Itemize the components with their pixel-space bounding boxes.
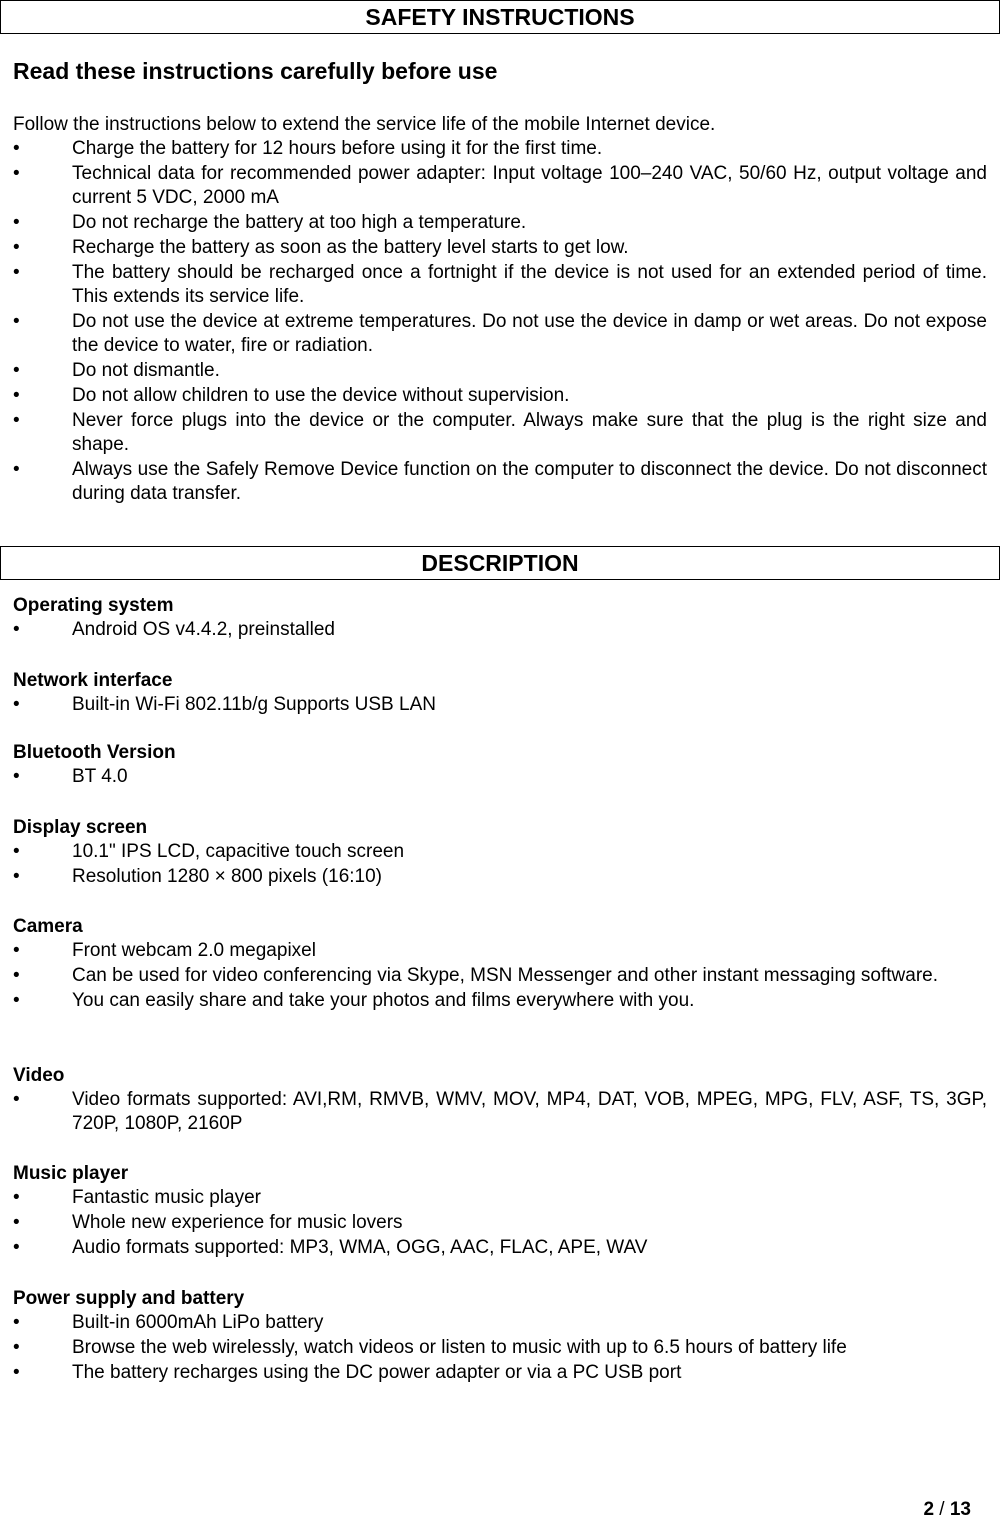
spec-list [13,1088,987,1136]
safety-instructions-banner: SAFETY INSTRUCTIONS [0,0,1000,34]
list-item-text: 10.1" IPS LCD, capacitive touch screen [72,841,405,862]
bullet-icon: • [13,385,20,406]
list-item-text: Technical data for recommended power adapter: Input voltage 100–240 VAC, 50/60 Hz, output voltage and current 5 VDC, 2000 mA [72,163,987,208]
list-item [13,359,987,383]
page-number [923,1499,971,1521]
bullet-icon: • [13,212,20,233]
page-current: 2 [923,1499,935,1520]
list-item [13,618,987,642]
list-item [13,1186,987,1210]
bullet-icon: • [13,1089,20,1110]
list-item-text: Do not dismantle. [72,360,220,381]
list-item [13,310,987,358]
bullet-icon: • [13,311,20,332]
list-item-text: Do not recharge the battery at too high a temperature. [72,212,527,233]
bullet-icon: • [13,1187,20,1208]
list-item-text: Browse the web wirelessly, watch videos or listen to music with up to 6.5 hours of battery life [72,1337,847,1358]
bullet-icon: • [13,841,20,862]
spec-section-title: Music player [13,1163,129,1184]
list-item-text: The battery recharges using the DC power adapter or via a PC USB port [72,1362,682,1383]
bullet-icon: • [13,619,20,640]
safety-list [13,137,987,507]
safety-heading: Read these instructions carefully before use [13,58,498,84]
page-total: 13 [949,1499,971,1520]
list-item [13,865,987,889]
list-item-text: BT 4.0 [72,766,128,787]
list-item [13,1311,987,1335]
list-item-text: Charge the battery for 12 hours before using it for the first time. [72,138,603,159]
list-item-text: Android OS v4.4.2, preinstalled [72,619,335,640]
list-item-text: Built-in 6000mAh LiPo battery [72,1312,324,1333]
list-item-text: The battery should be recharged once a fortnight if the device is not used for an extended period of time. This extends its service life. [72,262,987,307]
description-banner: DESCRIPTION [0,546,1000,580]
spec-list [13,765,987,789]
list-item-text: Do not use the device at extreme temperatures. Do not use the device in damp or wet areas. Do not expose the device to water, fire or radiation. [72,311,987,356]
bullet-icon: • [13,990,20,1011]
list-item-text: Always use the Safely Remove Device function on the computer to disconnect the device. Do not disconnect during data transfer. [72,459,987,504]
spec-section-title: Operating system [13,595,174,616]
list-item [13,1088,987,1136]
spec-section-title: Display screen [13,817,148,838]
bullet-icon: • [13,237,20,258]
bullet-icon: • [13,1237,20,1258]
list-item [13,137,987,161]
bullet-icon: • [13,694,20,715]
list-item-text: Never force plugs into the device or the computer. Always make sure that the plug is the right size and shape. [72,410,987,455]
spec-section [13,594,987,643]
bullet-icon: • [13,410,20,431]
list-item [13,384,987,408]
list-item [13,1236,987,1260]
spec-list [13,939,987,1013]
bullet-icon: • [13,1362,20,1383]
spec-section-title: Video [13,1065,65,1086]
list-item [13,236,987,260]
list-item [13,840,987,864]
spec-list [13,618,987,642]
bullet-icon: • [13,866,20,887]
spec-section [13,915,987,1014]
bullet-icon: • [13,1337,20,1358]
list-item [13,939,987,963]
list-item [13,1211,987,1235]
list-item [13,458,987,506]
list-item-text: Front webcam 2.0 megapixel [72,940,316,961]
spec-section [13,1162,987,1261]
list-item-text: You can easily share and take your photos and films everywhere with you. [72,990,695,1011]
bullet-icon: • [13,163,20,184]
list-item [13,211,987,235]
spec-section-title: Power supply and battery [13,1288,245,1309]
list-item-text: Can be used for video conferencing via Skype, MSN Messenger and other instant messaging software. [72,965,939,986]
bullet-icon: • [13,940,20,961]
list-item [13,409,987,457]
list-item [13,162,987,210]
spec-section-title: Camera [13,916,83,937]
list-item [13,989,987,1013]
list-item-text: Recharge the battery as soon as the battery level starts to get low. [72,237,629,258]
list-item-text: Whole new experience for music lovers [72,1212,403,1233]
bullet-icon: • [13,262,20,283]
spec-section [13,816,987,890]
spec-section [13,1287,987,1386]
spec-list [13,1186,987,1260]
safety-intro: Follow the instructions below to extend the service life of the mobile Internet device. [13,114,716,135]
list-item-text: Built-in Wi-Fi 802.11b/g Supports USB LAN [72,694,436,715]
spec-section-title: Bluetooth Version [13,742,176,763]
list-item [13,693,987,717]
bullet-icon: • [13,138,20,159]
list-item [13,964,987,988]
bullet-icon: • [13,1312,20,1333]
spec-list [13,693,987,717]
bullet-icon: • [13,766,20,787]
list-item-text: Fantastic music player [72,1187,262,1208]
list-item-text: Resolution 1280 × 800 pixels (16:10) [72,866,383,887]
list-item [13,1361,987,1385]
list-item-text: Video formats supported: AVI,RM, RMVB, WMV, MOV, MP4, DAT, VOB, MPEG, MPG, FLV, ASF, TS, 3GP, 720P, 1080P, 2160P [72,1089,987,1134]
bullet-icon: • [13,965,20,986]
spec-section [13,741,987,790]
list-item [13,261,987,309]
bullet-icon: • [13,1212,20,1233]
list-item [13,1336,987,1360]
spec-section [13,669,987,718]
list-item-text: Do not allow children to use the device without supervision. [72,385,570,406]
list-item-text: Audio formats supported: MP3, WMA, OGG, AAC, FLAC, APE, WAV [72,1237,648,1258]
list-item [13,765,987,789]
spec-section-title: Network interface [13,670,173,691]
spec-section [13,1064,987,1137]
page-separator: / [934,1499,950,1520]
spec-list [13,1311,987,1385]
spec-list [13,840,987,889]
bullet-icon: • [13,360,20,381]
bullet-icon: • [13,459,20,480]
